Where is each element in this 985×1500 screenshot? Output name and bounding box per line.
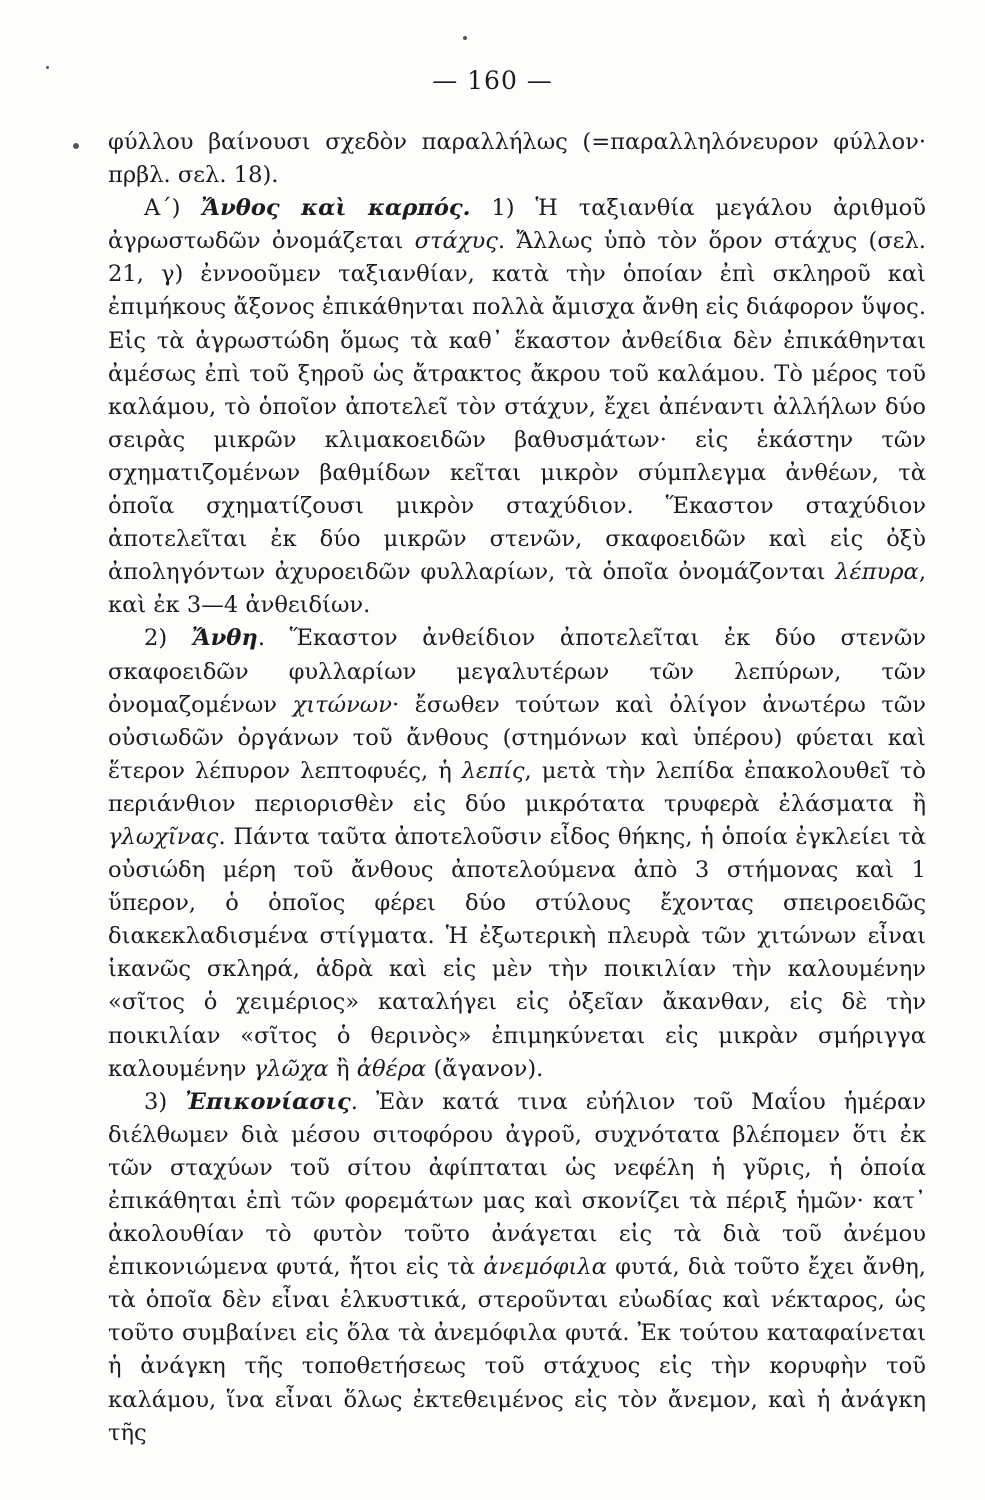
- paragraph: [108, 1086, 926, 1450]
- text-run: (ἄγανον).: [426, 1055, 544, 1082]
- print-speck: [463, 36, 467, 40]
- print-speck: [73, 143, 79, 149]
- paragraph: [108, 622, 926, 1085]
- italic-term: στάχυς: [414, 228, 498, 255]
- text-run: Α΄): [144, 195, 202, 222]
- section-heading: Ἄνθη: [191, 625, 258, 652]
- text-run: . Ἕκαστον ἀνθείδιον ἀποτελεῖται ἐκ δύο στενῶν σκαφοειδῶν φυλλαρίων μεγαλυτέρων τῶν λεπύρων, τῶν ὀνομαζομένων: [108, 625, 926, 718]
- text-run: φύλλου βαίνουσι σχεδὸν παραλλήλως (=παραλληλόνευρον φύλλον· πρβλ. σελ. 18).: [108, 129, 926, 189]
- body-text: [108, 126, 926, 1450]
- text-run: φυτά, διὰ τοῦτο ἔχει ἄνθη, τὰ ὁποῖα δὲν εἶναι ἑλκυστικά, στεροῦνται εὐωδίας καὶ νέκταρος, ὡς τοῦτο συμβαίνει εἰς ὅλα τὰ ἀνεμόφιλα φυτά. Ἐκ τούτου καταφαίνεται ἡ ἀνάγκη τῆς τοποθετήσεως τοῦ στάχυος εἰς τὴν κορυφὴν τοῦ καλάμου, ἵνα εἶναι ὅλως ἐκτεθειμένος εἰς τὸν ἄνεμον, καὶ ἡ ἀνάγκη τῆς: [108, 1254, 926, 1446]
- text-run: . Πάντα ταῦτα ἀποτελοῦσιν εἶδος θήκης, ἡ ὁποία ἐγκλείει τὰ οὐσιώδη μέρη τοῦ ἄνθους ἀποτελούμενα ἀπὸ 3 στήμονας καὶ 1 ὕπερον, ὁ ὁποῖος φέρει δύο στύλους ἔχοντας σπειροειδῶς διακεκλαδισμένα στίγματα. Ἡ ἐξωτερικὴ πλευρὰ τῶν χιτώνων εἶναι ἱκανῶς σκληρά, ἁδρὰ καὶ εἰς μὲν τὴν ποικιλίαν τὴν καλουμένην «σῖτος ὁ χειμέριος» καταλήγει εἰς ὀξεῖαν ἄκανθαν, εἰς δὲ τὴν ποικιλίαν «σῖτος ὁ θερινὸς» ἐπιμηκύνεται εἰς μικρὰν σμήριγγα καλουμένην: [108, 823, 926, 1082]
- text-run: ἢ: [328, 1055, 357, 1082]
- paragraph: [108, 192, 926, 622]
- text-run: 3): [144, 1088, 186, 1115]
- page-number: — 160 —: [432, 66, 553, 95]
- text-run: . Ἄλλως ὑπὸ τὸν ὅρον στάχυς (σελ. 21, γ) ἐννοοῦμεν ταξιανθίαν, κατὰ τὴν ὁποίαν ἐπὶ σκληροῦ καὶ ἐπιμήκους ἄξονος ἐπικάθηνται πολλὰ ἄμισχα ἄνθη εἰς διάφορον ὕψος. Εἰς τὰ ἀγρωστώδη ὅμως τὰ καθ᾽ ἕκαστον ἀνθείδια δὲν ἐπικάθηνται ἀμέσως ἐπὶ τοῦ ξηροῦ ὡς ἄτρακτος ἄκρου τοῦ καλάμου. Τὸ μέρος τοῦ καλάμου, τὸ ὁποῖον ἀποτελεῖ τὸν στάχυν, ἔχει ἀπέναντι ἀλλήλων δύο σειρὰς μικρῶν κλιμακοειδῶν βαθυσμάτων· εἰς ἑκάστην τῶν σχηματιζομένων βαθμίδων κεῖται μικρὸν σύμπλεγμα ἀνθέων, τὰ ὁποῖα σχηματίζουσι μικρὸν σταχύδιον. Ἕκαστον σταχύδιον ἀποτελεῖται ἐκ δύο μικρῶν στενῶν, σκαφοειδῶν καὶ εἰς ὀξὺ ἀποληγόντων ἀχυροειδῶν φυλλαρίων, τὰ ὁποῖα ὀνομάζονται: [108, 228, 926, 586]
- italic-term: ἀθέρα: [356, 1055, 427, 1082]
- italic-term: ἀνεμόφιλα: [483, 1254, 607, 1281]
- italic-term: χιτώνων: [292, 691, 392, 718]
- text-run: 2): [144, 625, 192, 652]
- italic-term: γλῶχα: [253, 1055, 329, 1082]
- section-heading: Ἄνθος καὶ καρπός.: [201, 195, 471, 222]
- text-run: , μετὰ τὴν λεπίδα ἐπακολουθεῖ τὸ περιάνθιον περιορισθὲν εἰς δύο μικρότατα τρυφερὰ ἐλάσματα ἢ: [108, 757, 927, 817]
- text-run: . Ἐὰν κατά τινα εὐήλιον τοῦ Μαΐου ἡμέραν διέλθωμεν διὰ μέσου σιτοφόρου ἀγροῦ, συχνότατα βλέπομεν ὅτι ἐκ τῶν σταχύων τοῦ σίτου ἀφίπταται ὡς νεφέλη ἡ γῦρις, ἡ ὁποία ἐπικάθηται ἐπὶ τῶν φορεμάτων μας καὶ σκονίζει τὰ πέριξ ἡμῶν· κατ᾽ ἀκολουθίαν τὸ φυτὸν τοῦτο ἀνάγεται εἰς τὰ διὰ τοῦ ἀνέμου ἐπικονιώμενα φυτά, ἤτοι εἰς τὰ: [108, 1088, 926, 1281]
- text-run: 1) Ἡ ταξιανθία μεγάλου ἀριθμοῦ ἀγρωστωδῶν ὀνομάζεται: [108, 195, 926, 255]
- italic-term: λέπυρα: [835, 559, 919, 586]
- text-run: , καὶ ἐκ 3—4 ἀνθειδίων.: [108, 559, 926, 619]
- paragraph: [108, 126, 926, 192]
- section-heading: Ἐπικονίασις: [185, 1088, 351, 1115]
- text-run: · ἔσωθεν τούτων καὶ ὀλίγον ἀνωτέρω τῶν οὐσιωδῶν ὀργάνων τοῦ ἄνθους (στημόνων καὶ ὑπέρου) φύεται καὶ ἕτερον λέπυρον λεπτοφυές, ἡ: [108, 691, 926, 784]
- italic-term: γλωχῖνας: [108, 823, 219, 850]
- italic-term: λεπίς: [461, 757, 525, 784]
